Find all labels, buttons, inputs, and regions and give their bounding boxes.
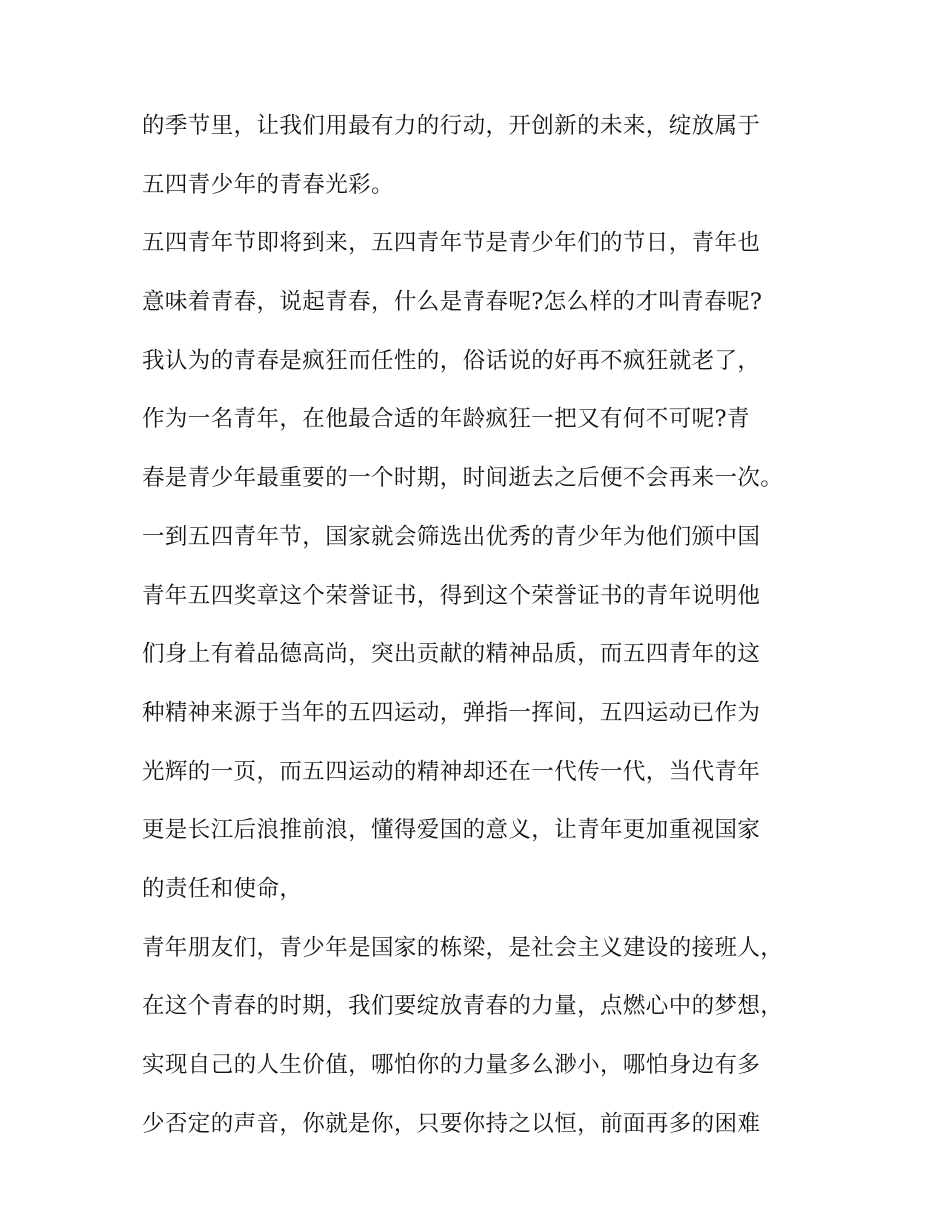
text-line: 五四青年节即将到来，五四青年节是青少年们的节日，青年也	[142, 230, 761, 257]
text-line: 一到五四青年节，国家就会筛选出优秀的青少年为他们颁中国	[142, 523, 761, 550]
text-line: 青年五四奖章这个荣誉证书，得到这个荣誉证书的青年说明他	[142, 582, 761, 609]
text-line: 五四青少年的青春光彩。	[142, 171, 394, 198]
text-line: 在这个青春的时期，我们要绽放青春的力量，点燃心中的梦想，	[142, 993, 784, 1020]
body-text	[142, 103, 842, 1159]
text-line: 的责任和使命，	[142, 875, 303, 902]
text-line: 种精神来源于当年的五四运动，弹指一挥间，五四运动已作为	[142, 699, 761, 726]
text-line: 们身上有着品德高尚，突出贡献的精神品质，而五四青年的这	[142, 641, 761, 668]
text-line: 春是青少年最重要的一个时期，时间逝去之后便不会再来一次。	[142, 465, 784, 492]
text-line: 作为一名青年，在他最合适的年龄疯狂一把又有何不可呢?青	[142, 406, 750, 433]
text-line: 意味着青春，说起青春，什么是青春呢?怎么样的才叫青春呢?	[142, 289, 763, 316]
text-line: 的季节里，让我们用最有力的行动，开创新的未来，绽放属于	[142, 113, 761, 139]
text-line: 青年朋友们，青少年是国家的栋梁，是社会主义建设的接班人，	[142, 934, 784, 961]
text-line: 少否定的声音，你就是你，只要你持之以恒，前面再多的困难	[142, 1110, 761, 1137]
text-line: 更是长江后浪推前浪，懂得爱国的意义，让青年更加重视国家	[142, 817, 761, 844]
text-line: 光辉的一页，而五四运动的精神却还在一代传一代，当代青年	[142, 758, 761, 785]
text-line: 我认为的青春是疯狂而任性的，俗话说的好再不疯狂就老了，	[142, 347, 761, 374]
text-line: 实现自己的人生价值，哪怕你的力量多么渺小，哪怕身边有多	[142, 1052, 761, 1078]
